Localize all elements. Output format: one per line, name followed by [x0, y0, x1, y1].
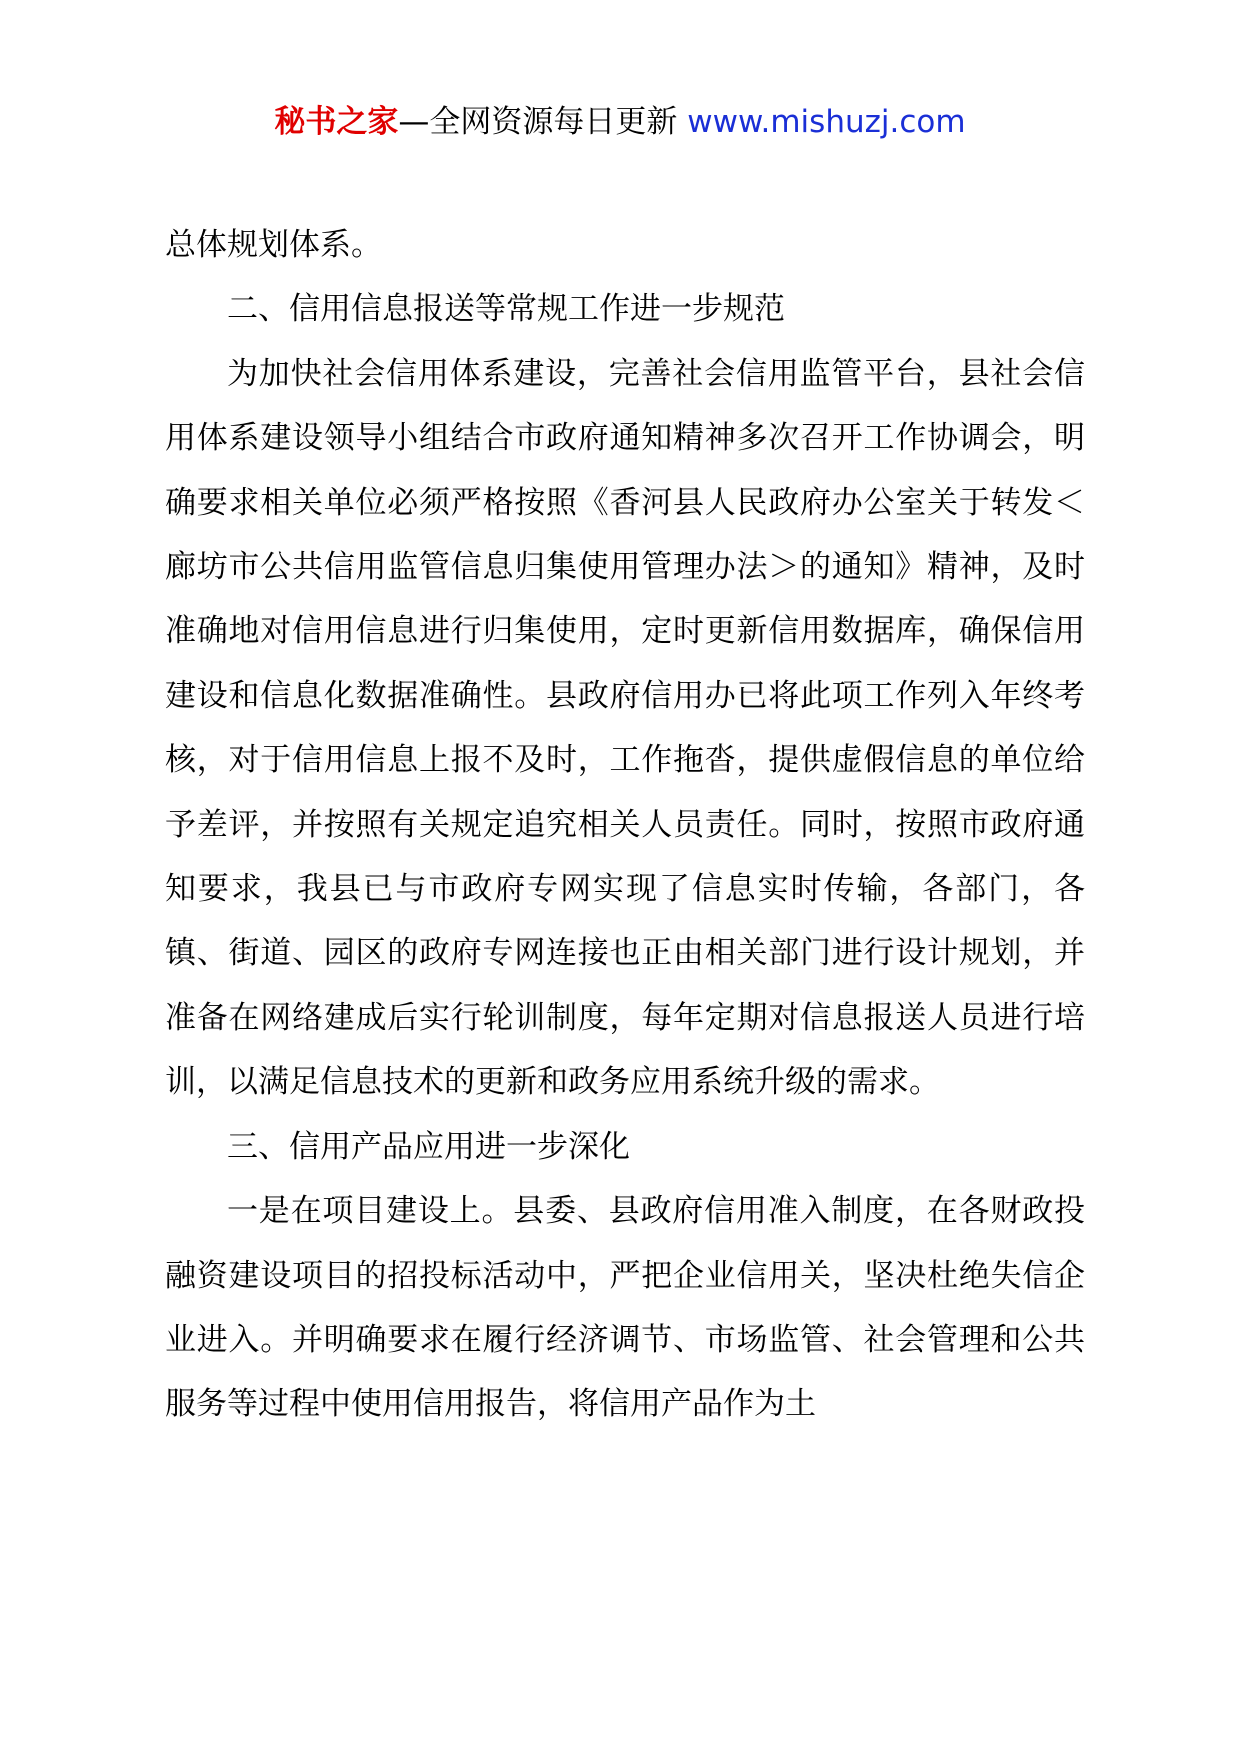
website-link[interactable]: www.mishuzj.com [687, 104, 966, 140]
section-heading-2: 二、信用信息报送等常规工作进一步规范 [227, 291, 785, 328]
brand-name: 秘书之家 [274, 104, 399, 140]
paragraph: 为加快社会信用体系建设，完善社会信用监管平台，县社会信用体系建设领导小组结合市政府通知精神多次召开工作协调会，明确要求相关单位必须严格按照《香河县人民政府办公室关于转发＜廊坊市公共信用监管信息归集使用管理办法＞的通知》精神，及时准确地对信用信息进行归集使用，定时更新信用数据库，确保信用建设和信息化数据准确性。县政府信用办已将此项工作列入年终考核，对于信用信息上报不及时，工作拖沓，提供虚假信息的单位给予差评，并按照有关规定追究相关人员责任。同时，按照市政府通知要求，我县已与市政府专网实现了信息实时传输，各部门，各镇、街道、园区的政府专网连接也正由相关部门进行设计规划，并准备在网络建成后实行轮训制度，每年定期对信息报送人员进行培训，以满足信息技术的更新和政务应用系统升级的需求。 [165, 355, 1085, 1101]
paragraph: 一是在项目建设上。县委、县政府信用准入制度，在各财政投融资建设项目的招投标活动中，严把企业信用关，坚决杜绝失信企业进入。并明确要求在履行经济调节、市场监管、社会管理和公共服务等过程中使用信用报告，将信用产品作为土 [165, 1193, 1085, 1423]
header-slogan: —全网资源每日更新 [398, 104, 678, 140]
document-body [165, 213, 1085, 1437]
section-heading-3: 三、信用产品应用进一步深化 [227, 1128, 630, 1165]
page-header [0, 100, 1240, 144]
paragraph-continuation: 总体规划体系。 [165, 227, 382, 263]
